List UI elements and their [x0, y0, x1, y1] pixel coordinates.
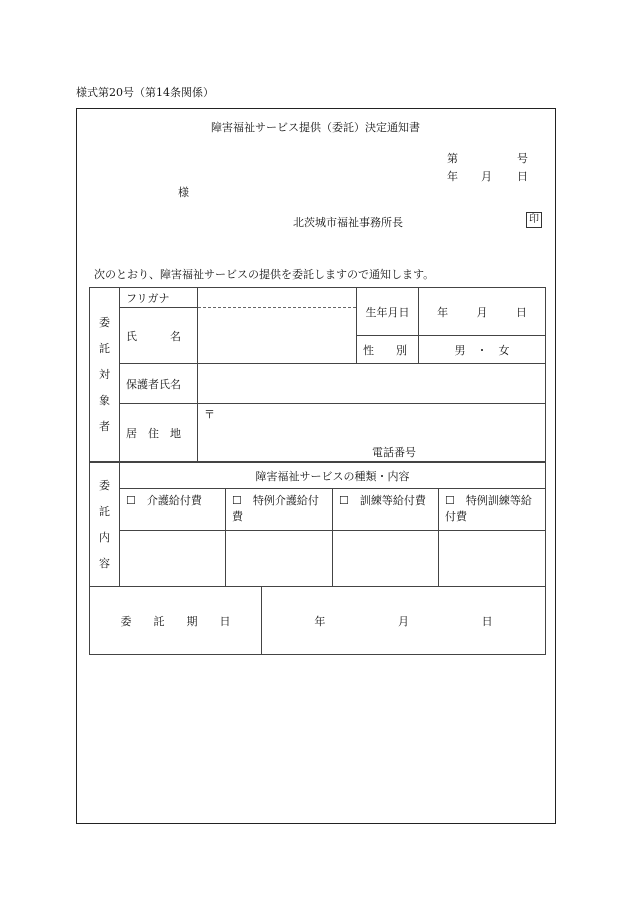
birthdate-field[interactable]: 年 月 日 [419, 288, 546, 336]
service-option-kunren[interactable]: ☐ 訓練等給付費 [333, 489, 439, 531]
date-year: 年 [447, 170, 458, 183]
seal-mark: 印 [526, 212, 542, 228]
checkbox-icon[interactable]: ☐ [339, 494, 349, 507]
service-detail-2[interactable] [226, 531, 333, 587]
doc-number-go: 号 [517, 152, 528, 165]
service-detail-3[interactable] [333, 531, 439, 587]
date-month: 月 [481, 170, 492, 183]
subject-section-label: 委 託 対 象 者 [90, 288, 120, 462]
name-field[interactable] [198, 308, 357, 364]
intro-text: 次のとおり、障害福祉サービスの提供を委託しますので通知します。 [94, 268, 435, 281]
form-number: 様式第20号（第14条関係） [76, 86, 214, 99]
birthdate-label: 生年月日 [357, 288, 419, 336]
doc-number-dai: 第 [447, 152, 458, 165]
period-table [89, 586, 546, 655]
checkbox-icon[interactable]: ☐ [232, 494, 242, 507]
period-date-field[interactable]: 年 月 日 [262, 587, 546, 655]
gender-options[interactable]: 男 ・ 女 [419, 336, 546, 364]
postal-mark: 〒 [204, 408, 215, 421]
guardian-name-field[interactable] [198, 364, 546, 404]
service-detail-1[interactable] [120, 531, 226, 587]
name-label: 氏 名 [120, 308, 198, 364]
phone-label: 電話番号 [372, 446, 416, 459]
service-option-kaigo[interactable]: ☐ 介護給付費 [120, 489, 226, 531]
document-title: 障害福祉サービス提供（委託）決定通知書 [211, 121, 420, 134]
content-section-label: 委 託 内 容 [90, 463, 120, 587]
service-header: 障害福祉サービスの種類・内容 [120, 463, 546, 489]
content-table [89, 462, 546, 587]
address-field[interactable] [198, 404, 546, 462]
service-detail-4[interactable] [439, 531, 546, 587]
furigana-label: フリガナ [120, 288, 198, 308]
service-option-tokurei-kaigo[interactable]: ☐ 特例介護給付費 [226, 489, 333, 531]
guardian-name-label: 保護者氏名 [120, 364, 198, 404]
date-day: 日 [517, 170, 528, 183]
furigana-field[interactable] [198, 288, 357, 308]
checkbox-icon[interactable]: ☐ [445, 494, 455, 507]
gender-label: 性 別 [357, 336, 419, 364]
period-label: 委 託 期 日 [90, 587, 262, 655]
service-option-tokurei-kunren[interactable]: ☐ 特例訓練等給付費 [439, 489, 546, 531]
address-label: 居 住 地 [120, 404, 198, 462]
checkbox-icon[interactable]: ☐ [126, 494, 136, 507]
addressee-suffix: 様 [178, 186, 189, 199]
subject-table [89, 287, 546, 462]
issuer: 北茨城市福祉事務所長 [293, 216, 403, 229]
